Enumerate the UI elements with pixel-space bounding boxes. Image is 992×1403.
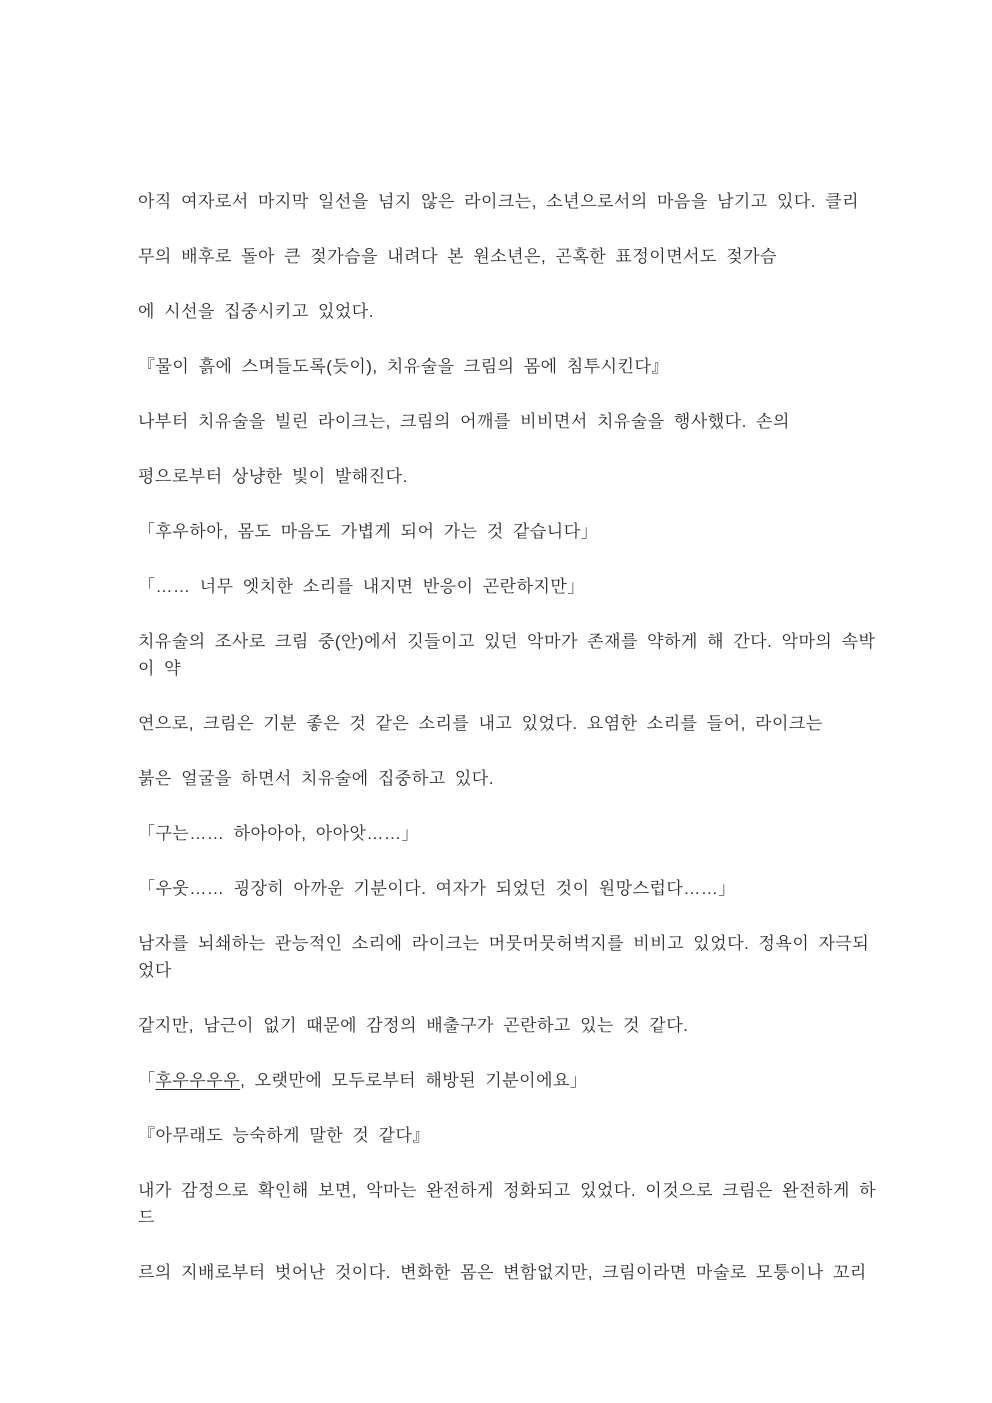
paragraph-line: 「구는…… 하아아아, 아아앗……」: [138, 824, 419, 843]
paragraph-line: 이 약: [138, 659, 182, 678]
paragraph-1: [138, 188, 922, 215]
paragraph-line: 아직 여자로서 마지막 일선을 넘지 않은 라이크는, 소년으로서의 마음을 남기고 있다. 클리: [138, 192, 860, 211]
paragraph-line: 무의 배후로 돌아 큰 젖가슴을 내려다 본 원소년은, 곤혹한 표정이면서도 젖가슴: [138, 247, 777, 266]
paragraph-line: 평으로부터 상냥한 빛이 발해진다.: [138, 467, 408, 486]
paragraph-line: 었다: [138, 961, 172, 980]
paragraph-15: [138, 1012, 922, 1039]
paragraph-line: 「후우하아, 몸도 마음도 가볍게 되어 가는 것 같습니다」: [138, 522, 599, 541]
paragraph-10: [138, 710, 922, 737]
paragraph-line: 남자를 뇌쇄하는 관능적인 소리에 라이크는 머뭇머뭇허벅지를 비비고 있었다. 정욕이 자극되: [138, 934, 870, 953]
paragraph-7-dialogue: [138, 518, 922, 545]
paragraph-line: 『물이 흙에 스며들도록(듯이), 치유술을 크림의 몸에 침투시킨다』: [138, 357, 669, 376]
paragraph-line: 「…… 너무 엣치한 소리를 내지면 반응이 곤란하지만」: [138, 577, 585, 596]
paragraph-11: [138, 765, 922, 792]
paragraph-5: [138, 408, 922, 435]
paragraph-line: 내가 감정으로 확인해 보면, 악마는 완전하게 정화되고 있었다. 이것으로 크림은 완전하게 하: [138, 1181, 877, 1200]
quote-open: 「: [138, 1071, 156, 1090]
paragraph-2: [138, 243, 922, 270]
paragraph-line: 치유술의 조사로 크림 중(안)에서 깃들이고 있던 악마가 존재를 약하게 해 간다. 악마의 속박: [138, 632, 876, 651]
underlined-word: 후우우우우: [155, 1071, 241, 1090]
paragraph-line: 드: [138, 1208, 155, 1227]
paragraph-line: 르의 지배로부터 벗어난 것이다. 변화한 몸은 변함없지만, 크림이라면 마술로 모퉁이나 꼬리: [138, 1263, 867, 1282]
paragraph-9: [138, 628, 922, 682]
paragraph-line: 「우웃…… 굉장히 아까운 기분이다. 여자가 되었던 것이 원망스럽다……」: [138, 879, 736, 898]
paragraph-line: 연으로, 크림은 기분 좋은 것 같은 소리를 내고 있었다. 요염한 소리를 들어, 라이크는: [138, 714, 823, 733]
paragraph-line: 『아무래도 능숙하게 말한 것 같다』: [138, 1126, 430, 1145]
paragraph-18: [138, 1177, 922, 1231]
paragraph-line: 같지만, 남근이 없기 때문에 감정의 배출구가 곤란하고 있는 것 같다.: [138, 1016, 689, 1035]
paragraph-16-dialogue: [138, 1067, 922, 1094]
paragraph-14: [138, 930, 922, 984]
paragraph-line: , 오랫만에 모두로부터 해방된 기분이에요」: [240, 1071, 588, 1090]
paragraph-line: 에 시선을 집중시키고 있었다.: [138, 302, 374, 321]
paragraph-4-narration-quote: [138, 353, 922, 380]
paragraph-19: [138, 1259, 922, 1286]
paragraph-8-dialogue: [138, 573, 922, 600]
paragraph-12-dialogue: [138, 820, 922, 847]
paragraph-line: 붉은 얼굴을 하면서 치유술에 집중하고 있다.: [138, 769, 494, 788]
paragraph-13-dialogue: [138, 875, 922, 902]
paragraph-3: [138, 298, 922, 325]
paragraph-line: 나부터 치유술을 빌린 라이크는, 크림의 어깨를 비비면서 치유술을 행사했다. 손의: [138, 412, 790, 431]
paragraph-17-narration-quote: [138, 1122, 922, 1149]
paragraph-6: [138, 463, 922, 490]
